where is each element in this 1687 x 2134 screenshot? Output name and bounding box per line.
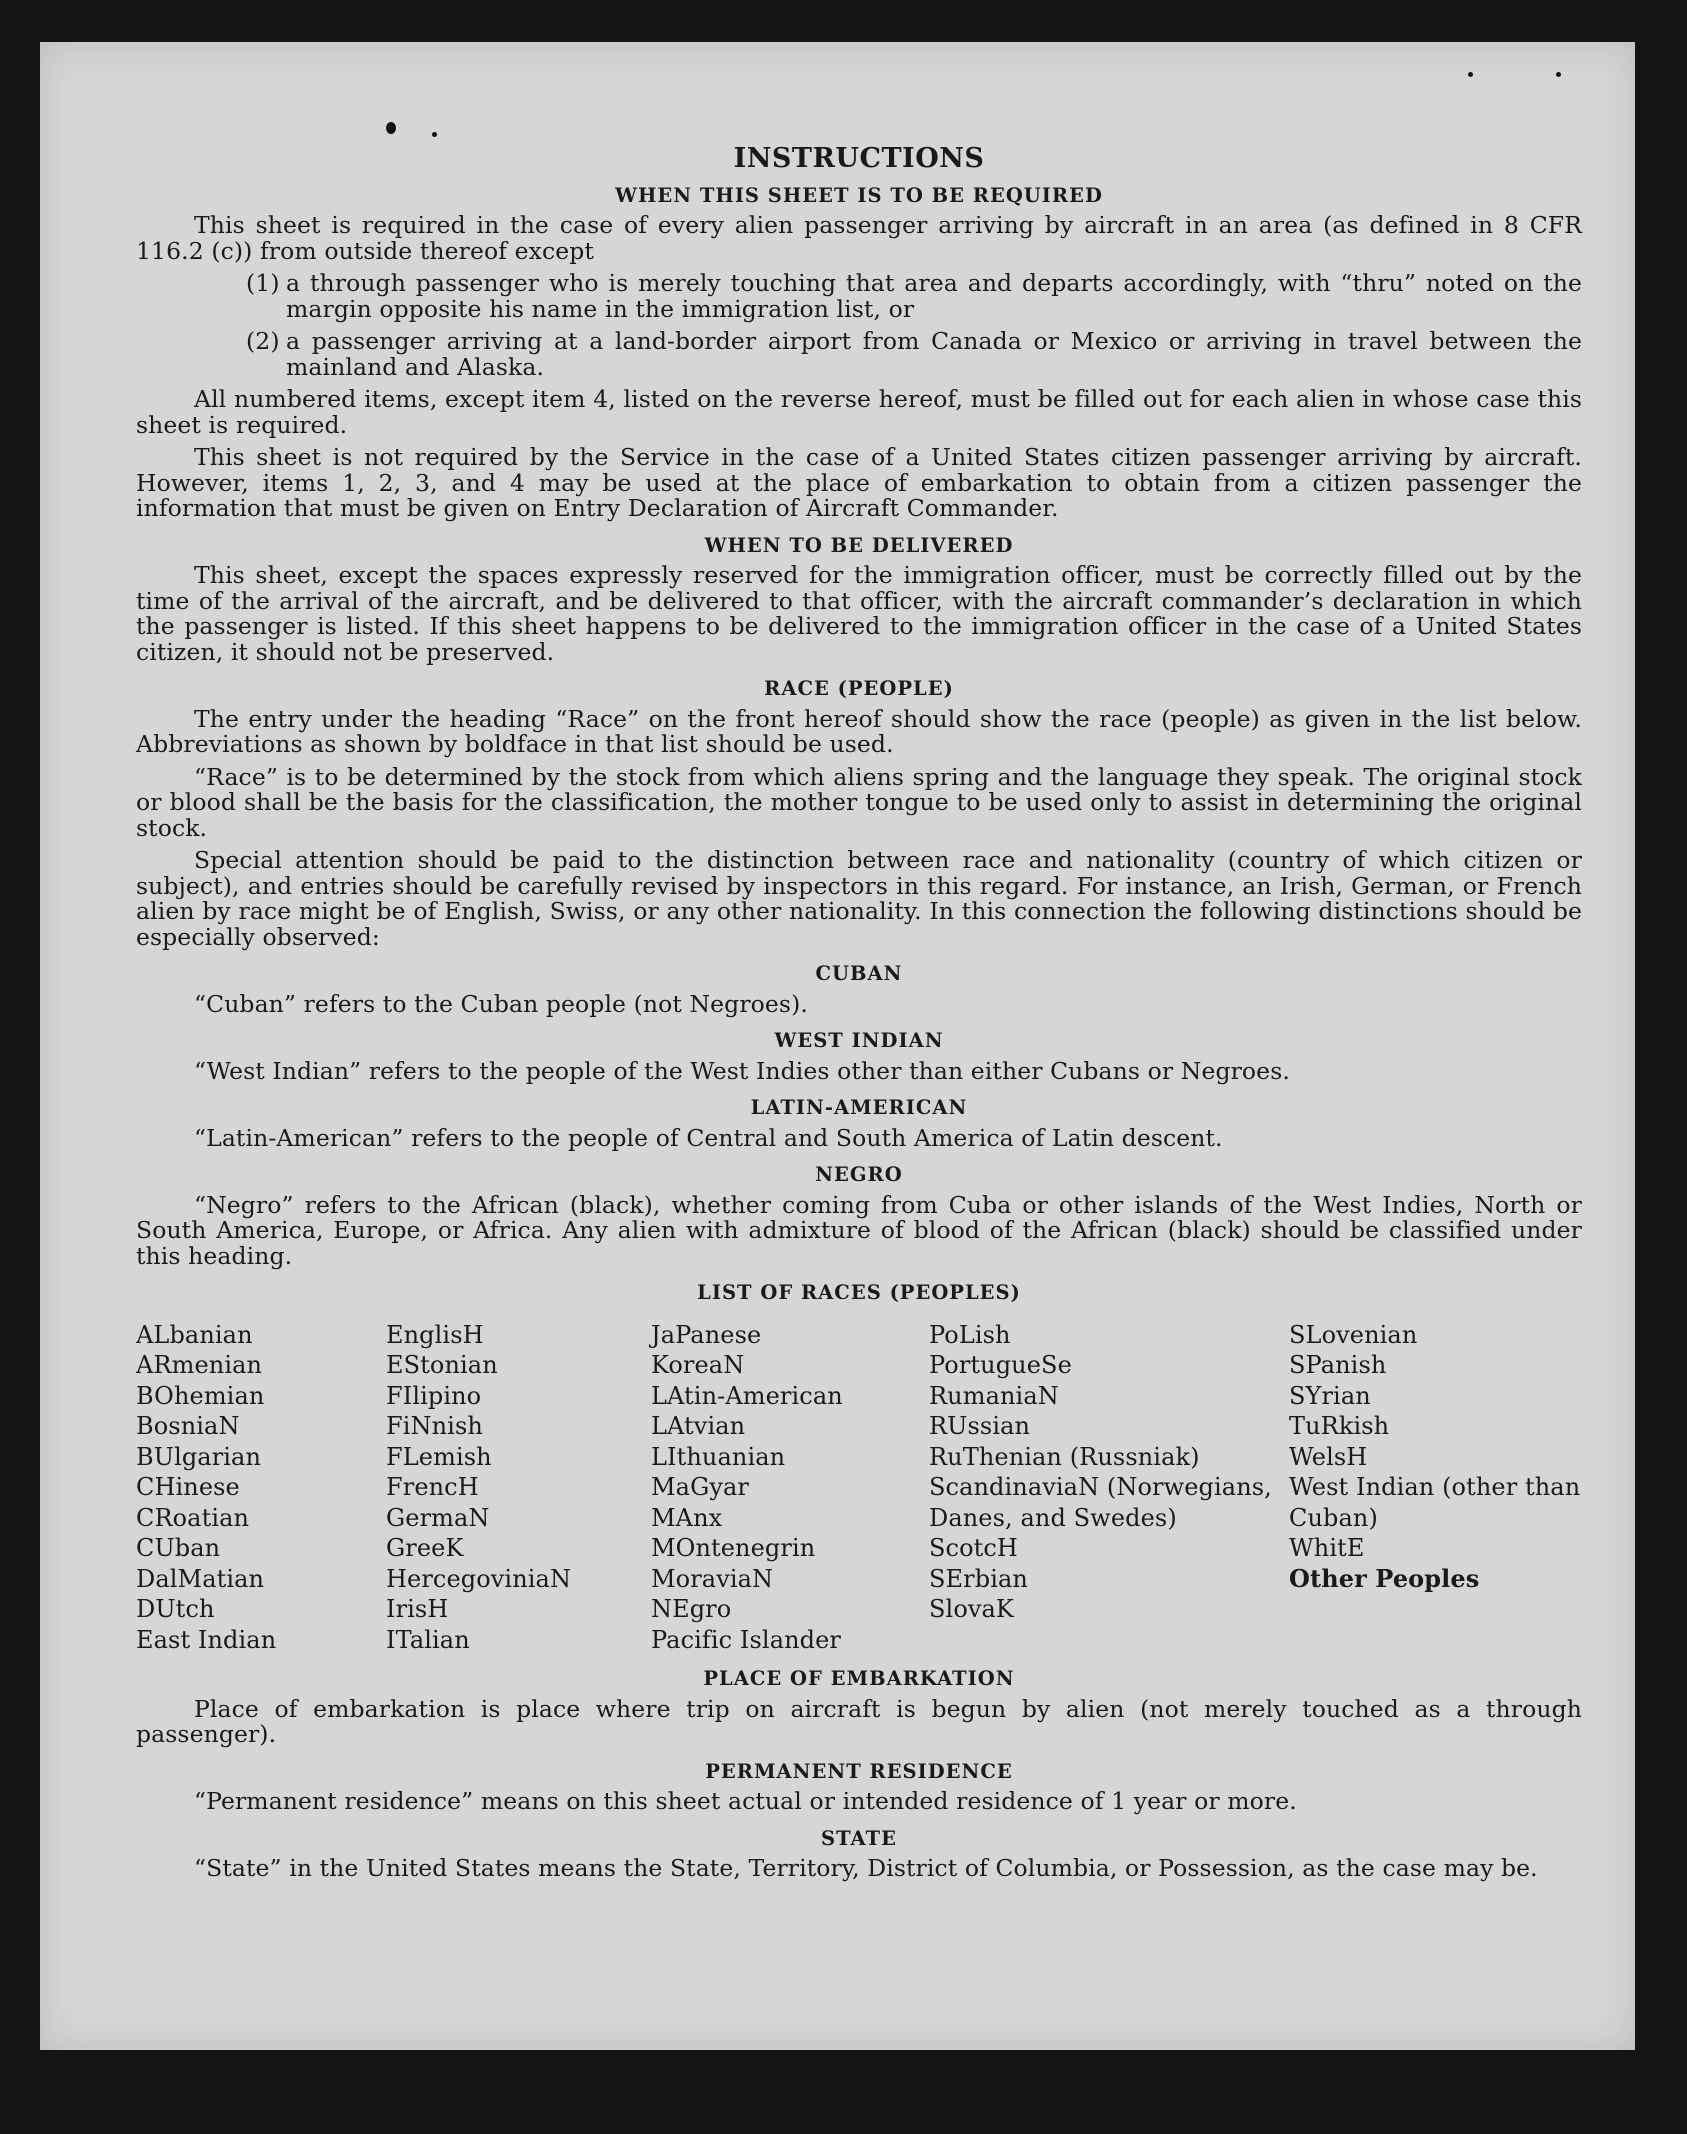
race-entry: KoreaN: [651, 1351, 745, 1379]
instructions-content: [136, 102, 1582, 1889]
paragraph: “State” in the United States means the State, Territory, District of Columbia, or Possession, as the case may be.: [194, 1854, 1538, 1882]
race-entry: CUban: [136, 1534, 221, 1562]
heading-when-required: WHEN THIS SHEET IS TO BE REQUIRED: [615, 183, 1103, 207]
race-entry: EStonian: [386, 1351, 498, 1379]
race-entry: BosniaN: [136, 1412, 240, 1440]
race-entry: RumaniaN: [929, 1381, 1059, 1410]
race-entry: GermaN: [386, 1503, 490, 1532]
race-entry: LIthuanian: [651, 1442, 786, 1471]
heading-negro: NEGRO: [815, 1163, 903, 1186]
exception-item: [136, 271, 1582, 322]
race-entry: SErbian: [929, 1564, 1028, 1593]
race-entry: DUtch: [136, 1595, 215, 1623]
paragraph: All numbered items, except item 4, listed on the reverse hereof, must be filled out for each alien in whose case this sheet is required.: [136, 385, 1582, 439]
race-column: [929, 1320, 1289, 1656]
document-sheet: [40, 42, 1635, 2050]
heading-latin-american: LATIN-AMERICAN: [750, 1096, 968, 1119]
heading-place-of-embarkation: PLACE OF EMBARKATION: [703, 1667, 1015, 1690]
race-entry: WelsH: [1289, 1442, 1368, 1471]
paragraph: “Permanent residence” means on this sheet actual or intended residence of 1 year or more.: [194, 1787, 1297, 1815]
paragraph: “Latin-American” refers to the people of Central and South America of Latin descent.: [194, 1123, 1223, 1152]
race-list: [136, 1320, 1582, 1656]
race-entry: MOntenegrin: [651, 1534, 816, 1562]
heading-cuban: CUBAN: [815, 962, 903, 985]
race-entry: SPanish: [1289, 1351, 1387, 1379]
race-column: [386, 1320, 651, 1656]
race-entry: Other Peoples: [1289, 1563, 1480, 1593]
ink-speck: [1468, 72, 1473, 77]
race-entry: ARmenian: [136, 1351, 263, 1379]
race-entry: ScandinaviaN (Norwegians, Danes, and Swedes): [929, 1473, 1272, 1532]
race-entry: SYrian: [1289, 1381, 1371, 1410]
race-entry: TuRkish: [1289, 1412, 1390, 1440]
race-entry: BOhemian: [136, 1381, 265, 1410]
race-entry: SLovenian: [1289, 1320, 1418, 1349]
heading-state: STATE: [821, 1826, 897, 1850]
paragraph: “West Indian” refers to the people of the West Indies other than either Cubans or Negroes.: [194, 1056, 1290, 1085]
race-entry: MoraviaN: [651, 1564, 774, 1593]
race-entry: FLemish: [386, 1442, 492, 1471]
race-entry: WhitE: [1289, 1534, 1365, 1562]
race-entry: PoLish: [929, 1320, 1011, 1349]
race-entry: SlovaK: [929, 1595, 1014, 1623]
race-entry: RUssian: [929, 1412, 1031, 1440]
race-entry: BUlgarian: [136, 1442, 262, 1471]
race-entry: PortugueSe: [929, 1351, 1072, 1379]
heading-race: RACE (PEOPLE): [764, 677, 954, 700]
race-column: [651, 1320, 929, 1656]
item-number: (1): [246, 269, 280, 297]
race-entry: MaGyar: [651, 1473, 749, 1501]
ink-speck: [1556, 72, 1561, 77]
race-entry: CHinese: [136, 1473, 240, 1501]
race-entry: HercegoviniaN: [386, 1564, 572, 1593]
heading-list-of-races: LIST OF RACES (PEOPLES): [697, 1281, 1021, 1304]
heading-when-delivered: WHEN TO BE DELIVERED: [704, 533, 1014, 557]
paragraph: The entry under the heading “Race” on the front hereof should show the race (people) as given in the list below. Abbreviations as shown by boldface in that list should be used.: [136, 704, 1582, 758]
paragraph: “Cuban” refers to the Cuban people (not Negroes).: [194, 989, 808, 1018]
race-entry: ScotcH: [929, 1534, 1018, 1562]
paragraph: “Race” is to be determined by the stock from which aliens spring and the language they speak. The original stock or blood shall be the basis for the classification, the mother tongue to be used only to assist in determining the original stock.: [136, 762, 1582, 842]
race-entry: ALbanian: [136, 1320, 253, 1349]
race-column: [1289, 1320, 1582, 1656]
race-entry: FIlipino: [386, 1381, 482, 1410]
race-entry: RuThenian (Russniak): [929, 1442, 1200, 1471]
item-text: a passenger arriving at a land-border airport from Canada or Mexico or arriving in travel between the mainland and Alaska.: [286, 327, 1582, 381]
race-column: [136, 1320, 386, 1656]
page-title: INSTRUCTIONS: [733, 143, 985, 174]
race-entry: MAnx: [651, 1503, 723, 1532]
item-text: a through passenger who is merely touching that area and departs accordingly, with “thru” noted on the margin opposite his name in the immigration list, or: [286, 269, 1582, 323]
race-entry: NEgro: [651, 1595, 732, 1623]
paragraph: Place of embarkation is place where trip on aircraft is begun by alien (not merely touched as a through passenger).: [136, 1694, 1582, 1748]
exception-item: [136, 329, 1582, 380]
paragraph: Special attention should be paid to the distinction between race and nationality (country of which citizen or subject), and entries should be carefully revised by inspectors in this regard. For instance, an Irish, German, or French alien by race might be of English, Swiss, or any other nationality. In this connection the following distinctions should be especially observed:: [136, 846, 1582, 951]
race-entry: JaPanese: [651, 1320, 762, 1349]
race-entry: LAtin-American: [651, 1381, 843, 1410]
race-entry: West Indian (other than Cuban): [1289, 1473, 1581, 1532]
race-entry: FiNnish: [386, 1412, 483, 1440]
heading-west-indian: WEST INDIAN: [774, 1029, 944, 1052]
race-entry: LAtvian: [651, 1412, 746, 1440]
race-entry: DalMatian: [136, 1564, 265, 1593]
race-entry: IrisH: [386, 1595, 449, 1623]
race-entry: ITalian: [386, 1625, 470, 1654]
race-entry: GreeK: [386, 1534, 464, 1562]
race-entry: FrencH: [386, 1473, 479, 1501]
race-entry: EnglisH: [386, 1320, 484, 1349]
paragraph: This sheet is required in the case of every alien passenger arriving by aircraft in an area (as defined in 8 CFR 116.2 (c)) from outside thereof except: [136, 211, 1582, 265]
race-entry: CRoatian: [136, 1503, 250, 1532]
paragraph: This sheet is not required by the Service in the case of a United States citizen passenger arriving by aircraft. However, items 1, 2, 3, and 4 may be used at the place of embarkation to obtain from a citizen passenger the information that must be given on Entry Declaration of Aircraft Commander.: [136, 443, 1582, 522]
heading-permanent-residence: PERMANENT RESIDENCE: [705, 1759, 1013, 1783]
race-entry: Pacific Islander: [651, 1625, 842, 1654]
paragraph: This sheet, except the spaces expressly reserved for the immigration officer, must be correctly filled out by the time of the arrival of the aircraft, and be delivered to that officer, with the aircraft commander’s declaration in which the passenger is listed. If this sheet happens to be delivered to the immigration officer in the case of a United States citizen, it should not be preserved.: [136, 561, 1582, 666]
item-number: (2): [246, 327, 280, 355]
paragraph: “Negro” refers to the African (black), whether coming from Cuba or other islands of the West Indies, North or South America, Europe, or Africa. Any alien with admixture of blood of the African (black) should be classified under this heading.: [136, 1190, 1582, 1270]
race-entry: East Indian: [136, 1625, 277, 1654]
